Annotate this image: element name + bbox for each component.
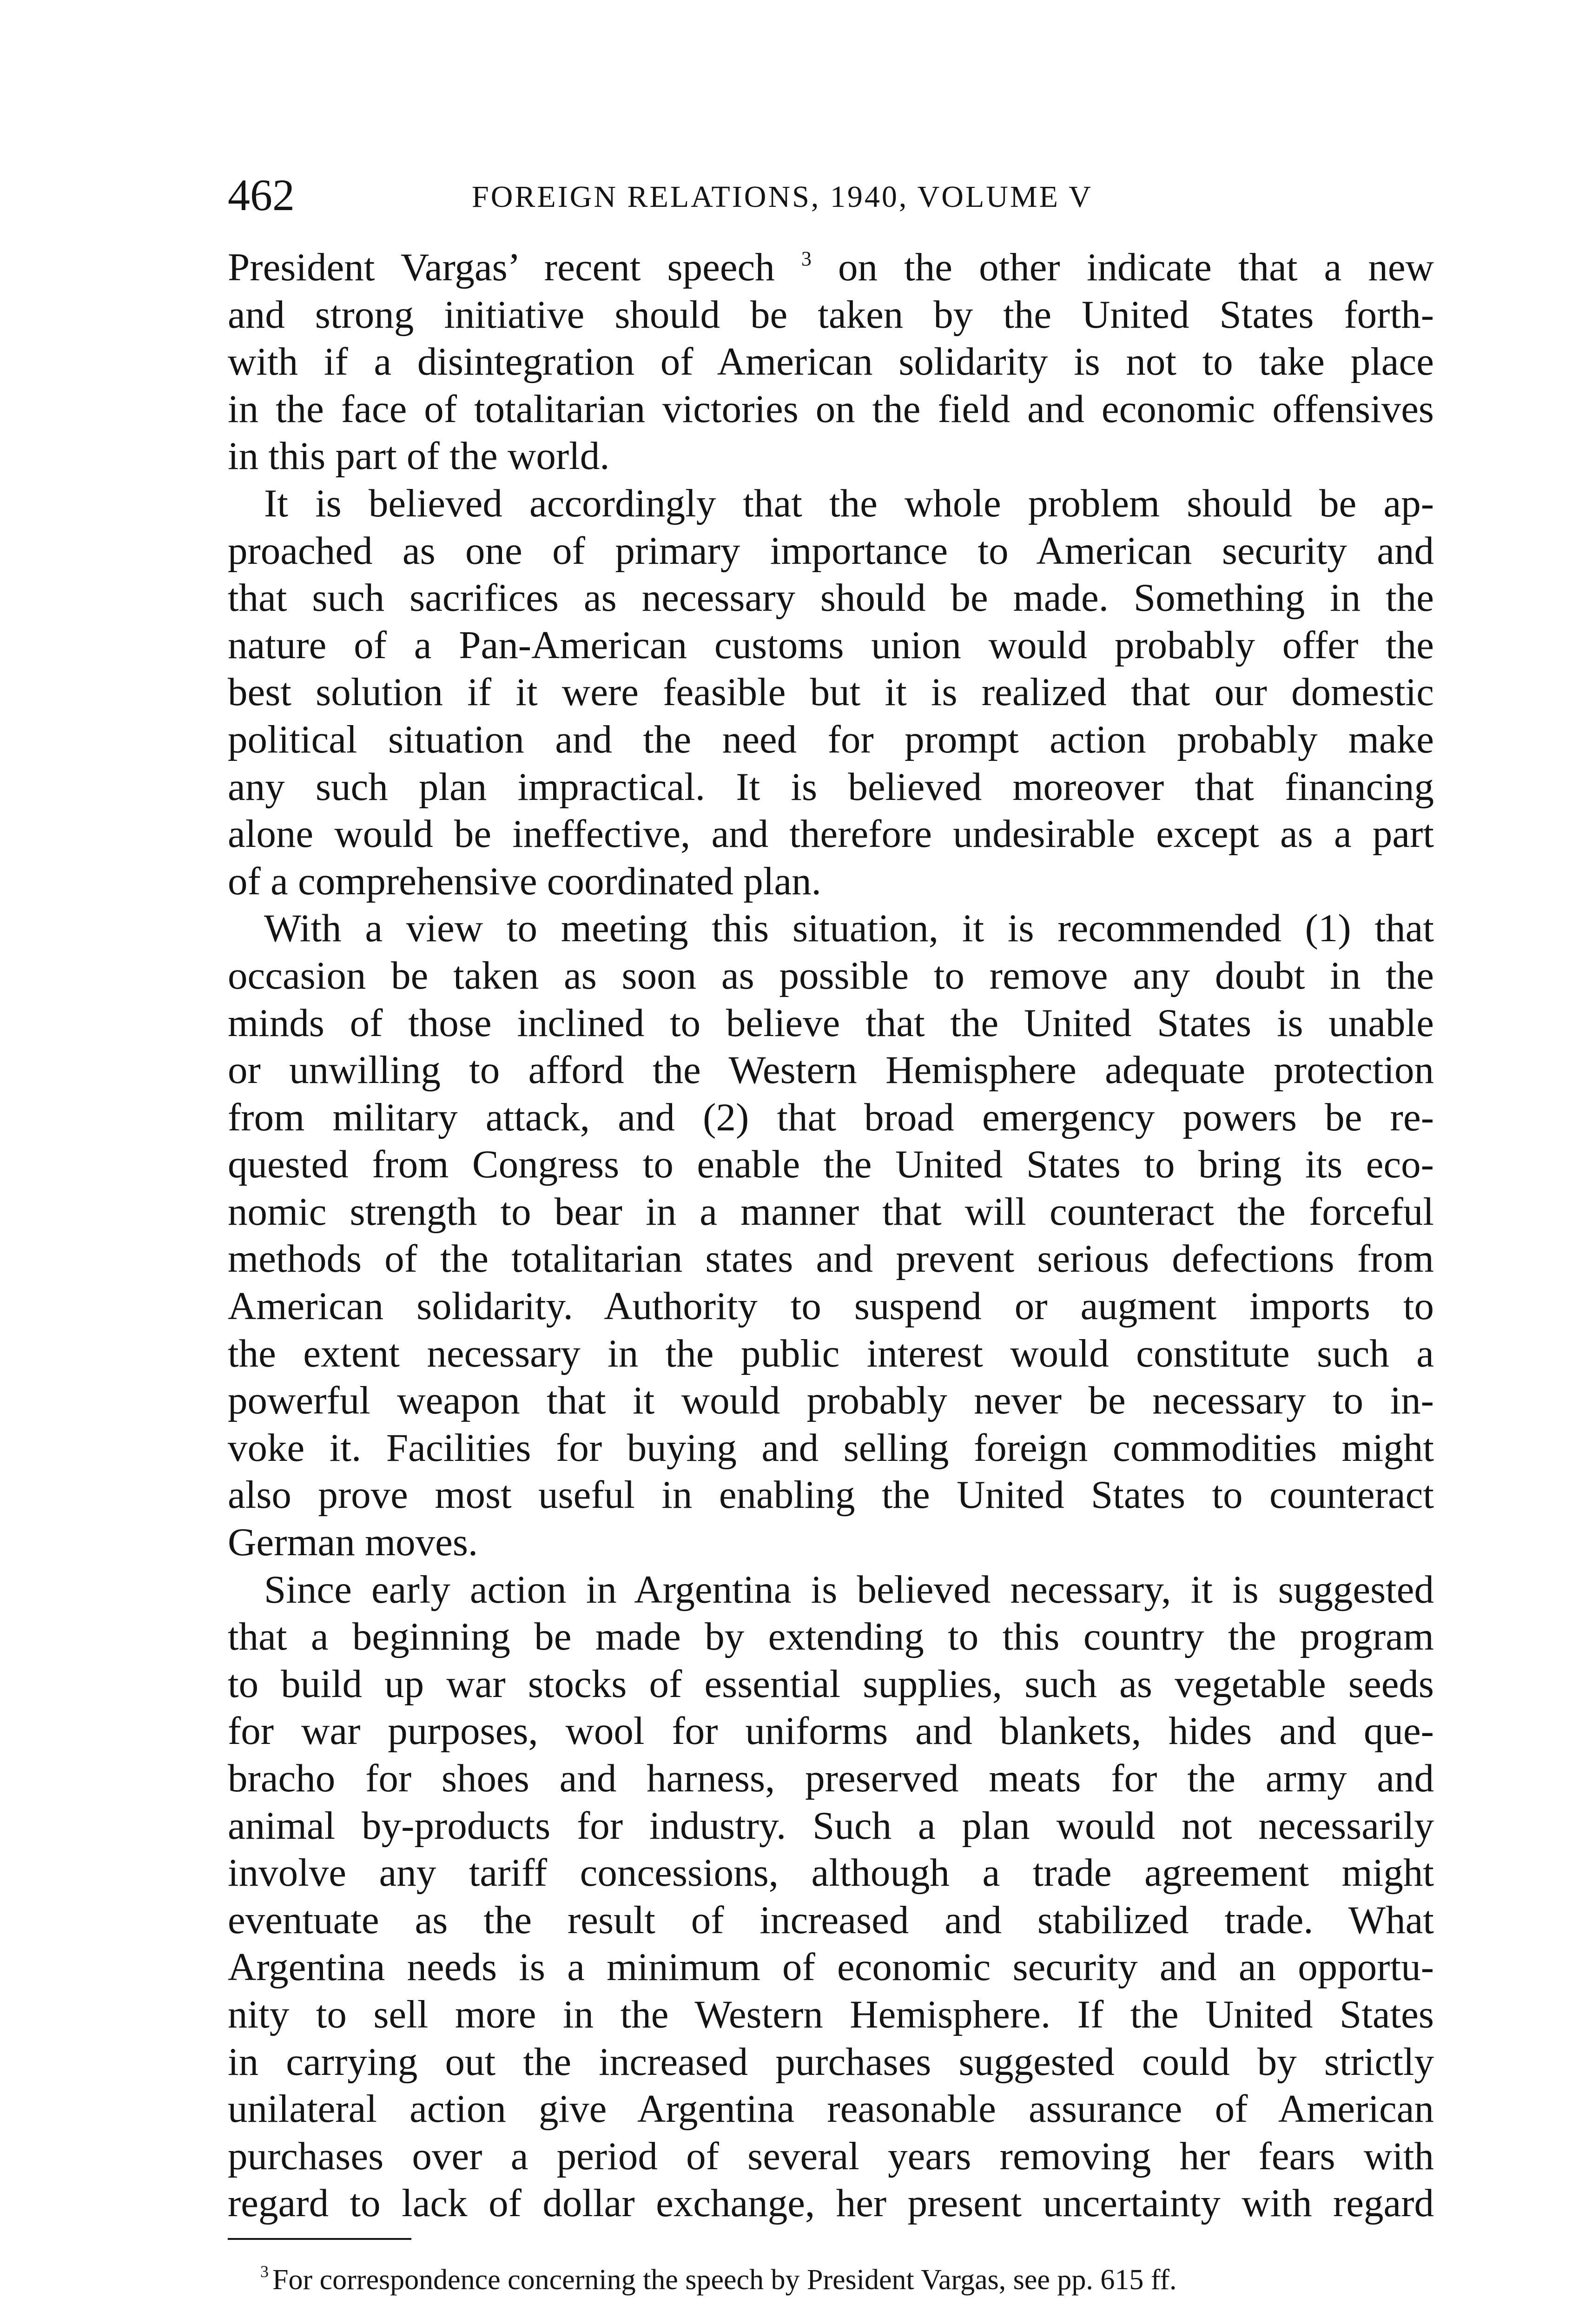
text-line: eventuate as the result of increased and stabilized trade. What <box>228 1898 1434 1942</box>
footnote <box>260 2259 1432 2301</box>
text-line: bracho for shoes and harness, preserved meats for the army and <box>228 1756 1434 1800</box>
text-line: or unwilling to afford the Western Hemisphere adequate protection <box>228 1048 1434 1092</box>
text-line: quested from Congress to enable the United States to bring its eco- <box>228 1142 1434 1187</box>
text-line: in carrying out the increased purchases suggested could by strictly <box>228 2040 1434 2084</box>
text-line: also prove most useful in enabling the United States to counteract <box>228 1473 1434 1517</box>
running-title: FOREIGN RELATIONS, 1940, VOLUME V <box>472 180 1093 214</box>
text-line: alone would be ineffective, and therefore undesirable except as a part <box>228 812 1434 856</box>
text-line: that a beginning be made by extending to this country the program <box>228 1615 1434 1659</box>
text-line: voke it. Facilities for buying and selling foreign commodities might <box>228 1426 1434 1470</box>
footnote-text: For correspondence concerning the speech by President Vargas, see pp. 615 ff. <box>272 2264 1177 2296</box>
text-line: nity to sell more in the Western Hemisphere. If the United States <box>228 1992 1434 2036</box>
text-line: and strong initiative should be taken by the United States forth- <box>228 292 1434 337</box>
text-line: with if a disintegration of American solidarity is not to take place <box>228 340 1434 384</box>
text-line: purchases over a period of several years removing her fears with <box>228 2134 1434 2178</box>
text-line: methods of the totalitarian states and prevent serious defections from <box>228 1237 1434 1281</box>
text-line: of a comprehensive coordinated plan. <box>228 859 821 903</box>
page-number: 462 <box>228 170 295 220</box>
text-line: occasion be taken as soon as possible to remove any doubt in the <box>228 953 1434 997</box>
text-line: in the face of totalitarian victories on the field and economic offensives <box>228 387 1434 431</box>
text-line: American solidarity. Authority to suspend or augment imports to <box>228 1284 1434 1328</box>
text-line-lead: President Vargas’ recent speech <box>228 245 775 289</box>
text-line: nature of a Pan-American customs union would probably offer the <box>228 623 1434 667</box>
paragraph-4 <box>228 1566 1434 2227</box>
text-line: animal by-products for industry. Such a plan would not necessarily <box>228 1803 1434 1848</box>
paragraph-3 <box>228 905 1434 1566</box>
paragraph-1 <box>228 244 1434 480</box>
text-line <box>228 244 1434 291</box>
paragraph-2 <box>228 480 1434 905</box>
running-head <box>228 167 1436 223</box>
text-line: Since early action in Argentina is believed necessary, it is suggested <box>264 1567 1434 1611</box>
text-line-tail: on the other indicate that a new <box>811 245 1434 289</box>
text-line: nomic strength to bear in a manner that will counteract the forceful <box>228 1189 1434 1234</box>
text-line: best solution if it were feasible but it is realized that our domestic <box>228 670 1434 714</box>
text-line: any such plan impractical. It is believed moreover that financing <box>228 765 1434 809</box>
footnote-rule <box>228 2238 411 2240</box>
text-line: from military attack, and (2) that broad emergency powers be re- <box>228 1095 1434 1139</box>
text-line: involve any tariff concessions, although a trade agreement might <box>228 1851 1434 1895</box>
text-line: regard to lack of dollar exchange, her present uncertainty with regard <box>228 2181 1434 2225</box>
text-line: for war purposes, wool for uniforms and blankets, hides and que- <box>228 1709 1434 1753</box>
body-text <box>228 244 1434 2227</box>
text-line: that such sacrifices as necessary should be made. Something in the <box>228 576 1434 620</box>
text-line: in this part of the world. <box>228 434 610 478</box>
text-line: political situation and the need for prompt action probably make <box>228 717 1434 761</box>
text-line: It is believed accordingly that the whole problem should be ap- <box>264 481 1434 525</box>
footnote-marker: 3 <box>260 2262 269 2281</box>
text-line: proached as one of primary importance to American security and <box>228 528 1434 573</box>
text-line: to build up war stocks of essential supplies, such as vegetable seeds <box>228 1662 1434 1706</box>
text-line: the extent necessary in the public interest would constitute such a <box>228 1331 1434 1375</box>
footnote-reference: 3 <box>801 247 812 270</box>
text-line: Argentina needs is a minimum of economic security and an opportu- <box>228 1945 1434 1989</box>
text-line: minds of those inclined to believe that the United States is unable <box>228 1001 1434 1045</box>
text-line: unilateral action give Argentina reasonable assurance of American <box>228 2087 1434 2131</box>
text-line: powerful weapon that it would probably never be necessary to in- <box>228 1379 1434 1423</box>
text-line: With a view to meeting this situation, it is recommended (1) that <box>264 906 1434 951</box>
text-line: German moves. <box>228 1520 478 1565</box>
